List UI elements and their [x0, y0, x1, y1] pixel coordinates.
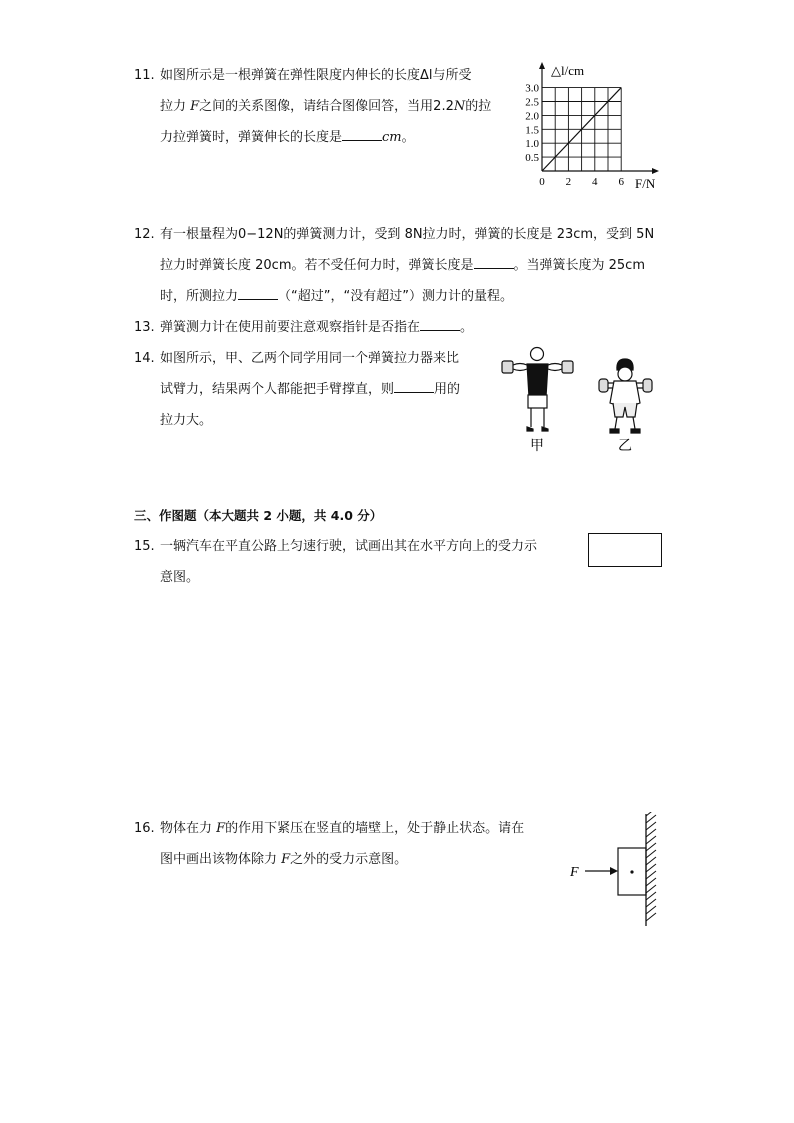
y-axis-arrow [539, 62, 545, 69]
q15-line1: 一辆汽车在平直公路上匀速行驶，试画出其在水平方向上的受力示 [160, 539, 538, 554]
q16-line1-a: 物体在力 [160, 821, 217, 836]
hatch-line [646, 822, 656, 830]
x-axis-arrow [652, 168, 659, 174]
force-label-F: F [570, 865, 579, 880]
hatch-line [646, 857, 656, 865]
q12-line2-a: 拉力时弹簧长度 20cm。若不受任何力时，弹簧长度是 [160, 258, 474, 273]
question-number: 16. [134, 821, 155, 836]
question-13 [134, 312, 473, 343]
section-heading: 三、作图题（本大题共 2 小题，共 4.0 分） [134, 508, 383, 523]
hatch-line [646, 885, 656, 893]
q11-line1: 如图所示是一根弹簧在弹性限度内伸长的长度Δl与所受 [160, 68, 472, 83]
y-tick-label: 2.0 [525, 110, 539, 123]
q16-line2-b: 之外的受力示意图。 [290, 852, 408, 867]
x-tick-label: 4 [592, 176, 598, 188]
q12-line1: 有一根量程为0−12N的弹簧测力计，受到 8N拉力时，弹簧的长度是 23cm，受到 5N [160, 227, 655, 242]
q11-var-F: F [190, 99, 200, 114]
question-11 [134, 60, 491, 153]
question-14 [134, 343, 460, 436]
y-tick-label: 1.5 [525, 124, 539, 137]
hatch-line [646, 836, 656, 844]
x-tick-label: 6 [618, 176, 624, 188]
hatch-line [646, 878, 656, 886]
question-number: 15. [134, 539, 155, 554]
hatch-line [646, 892, 656, 900]
q11-line3-a: 力拉弹簧时，弹簧伸长的长度是 [160, 130, 343, 145]
q14-line2-b: 用的 [434, 382, 461, 397]
y-tick-label: 0.5 [525, 152, 539, 165]
hatch-line [646, 899, 656, 907]
q16-line2-a: 图中画出该物体除力 [160, 852, 282, 867]
q12-line3-b: （“超过”，“没有超过”）测力计的量程。 [278, 289, 513, 304]
strength-comparison-figure [500, 345, 670, 457]
q11-line2-b: 之间的关系图像，请结合图像回答，当用2.2 [199, 99, 454, 114]
q13-line1-a: 弹簧测力计在使用前要注意观察指针是否指在 [160, 320, 421, 335]
q14-line3: 拉力大。 [160, 413, 213, 428]
x-tick-label: 2 [565, 176, 572, 188]
hatch-line [646, 906, 656, 914]
label-yi: 乙 [618, 439, 632, 454]
q12-line2-b: 。当弹簧长度为 25cm [513, 258, 645, 273]
q11-unit-N: N [453, 99, 466, 114]
car-box-figure [588, 533, 662, 567]
q15-line2: 意图。 [160, 570, 200, 585]
wall-hatching [646, 812, 656, 921]
label-jia: 甲 [530, 439, 544, 454]
q11-line2-c: 的拉 [465, 99, 492, 114]
hatch-line [646, 913, 656, 921]
question-15 [134, 531, 537, 593]
q16-var-F: F [281, 852, 291, 867]
person-yi-figure [599, 359, 652, 433]
hatch-line [646, 843, 656, 851]
q12-line3-a: 时，所测拉力 [160, 289, 239, 304]
chart-xlabel: F/N [635, 176, 656, 191]
hatch-line [646, 829, 656, 837]
arrow-head [610, 867, 618, 875]
q16-var-F: F [216, 821, 226, 836]
chart-ticks [525, 83, 624, 188]
question-16 [134, 813, 524, 875]
hatch-line [646, 864, 656, 872]
y-tick-label: 2.5 [525, 96, 539, 109]
wall-block-figure [565, 812, 665, 930]
x-tick-label: 0 [539, 176, 545, 188]
hatch-line [646, 850, 656, 858]
q11-line2-a: 拉力 [160, 99, 191, 114]
q14-line2-a: 试臂力，结果两个人都能把手臂撑直，则 [160, 382, 395, 397]
answer-blank[interactable] [420, 318, 460, 331]
hatch-line [646, 871, 656, 879]
q11-unit-cm: cm [382, 130, 402, 145]
question-number: 13. [134, 320, 155, 335]
question-number: 14. [134, 351, 155, 366]
question-number: 11. [134, 68, 155, 83]
y-tick-label: 3.0 [525, 82, 539, 95]
q16-line1-b: 的作用下紧压在竖直的墙壁上，处于静止状态。请在 [225, 821, 525, 836]
person-jia-figure [502, 348, 573, 432]
chart-ylabel: △l/cm [551, 63, 585, 78]
q11-line3-b: 。 [401, 130, 415, 145]
answer-blank[interactable] [342, 128, 382, 141]
answer-blank[interactable] [394, 380, 434, 393]
question-number: 12. [134, 227, 155, 242]
block-center-dot [630, 870, 633, 873]
answer-blank[interactable] [474, 256, 514, 269]
spring-extension-chart [515, 58, 665, 193]
hatch-line [646, 812, 656, 816]
y-tick-label: 1.0 [525, 138, 539, 151]
hatch-line [646, 815, 656, 823]
q14-line1: 如图所示，甲、乙两个同学用同一个弹簧拉力器来比 [160, 351, 460, 366]
q13-line1-b: 。 [460, 320, 474, 335]
answer-blank[interactable] [238, 287, 278, 300]
question-12 [134, 219, 654, 312]
